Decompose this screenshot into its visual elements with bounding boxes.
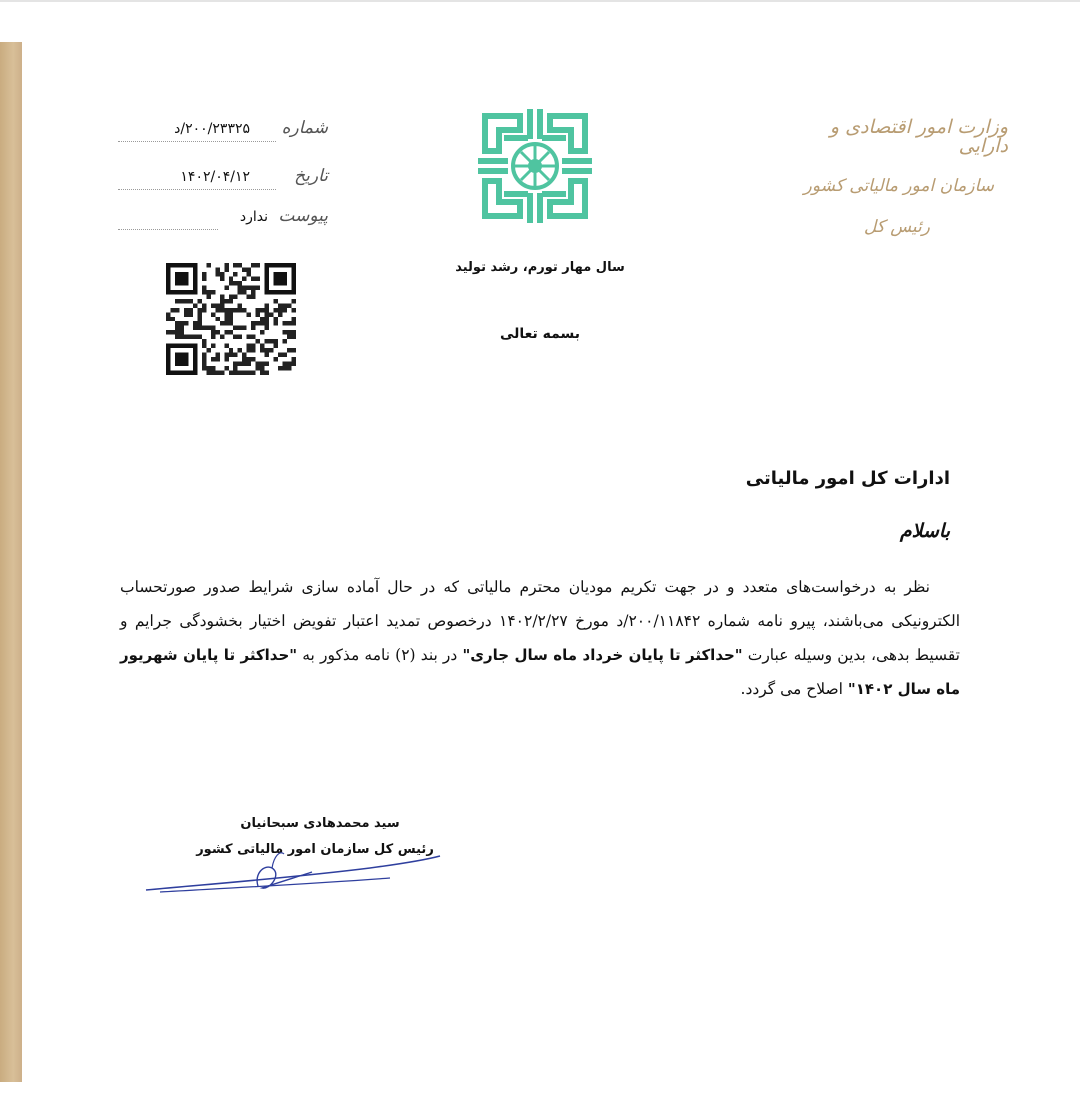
qr-module <box>287 303 291 307</box>
body-part-3: اصلاح می گردد. <box>740 680 843 698</box>
qr-module <box>229 308 233 312</box>
qr-module <box>247 285 251 289</box>
salutation: باسلام <box>899 520 950 542</box>
qr-module <box>274 321 278 325</box>
qr-module <box>224 299 228 303</box>
qr-module <box>211 357 215 361</box>
qr-module <box>211 371 215 375</box>
qr-module <box>238 326 242 330</box>
qr-module <box>206 290 210 294</box>
qr-module <box>238 263 242 267</box>
qr-module <box>229 348 233 352</box>
qr-module <box>211 326 215 330</box>
qr-module <box>175 321 179 325</box>
letter-date-value: ۱۴۰۲/۰۴/۱۲ <box>180 169 250 185</box>
qr-module <box>220 321 224 325</box>
qr-module <box>179 299 183 303</box>
qr-module <box>229 330 233 334</box>
qr-module <box>229 371 233 375</box>
qr-module <box>274 299 278 303</box>
qr-module <box>197 312 201 316</box>
qr-module <box>233 294 237 298</box>
qr-module <box>197 326 201 330</box>
qr-module <box>184 312 188 316</box>
qr-module <box>238 290 242 294</box>
qr-module <box>175 299 179 303</box>
qr-module <box>170 317 174 321</box>
qr-module <box>265 308 269 312</box>
qr-module <box>242 357 246 361</box>
qr-module <box>247 294 251 298</box>
qr-module <box>229 317 233 321</box>
qr-module <box>247 335 251 339</box>
dotted-line <box>118 229 218 230</box>
qr-module <box>220 299 224 303</box>
qr-module <box>233 281 237 285</box>
qr-module <box>202 339 206 343</box>
qr-module <box>287 348 291 352</box>
quoted-phrase-new: "حداکثر تا پایان شهریور ماه سال ۱۴۰۲" <box>120 646 960 698</box>
qr-code-icon <box>166 262 296 376</box>
qr-module <box>242 267 246 271</box>
qr-module <box>170 330 174 334</box>
qr-module <box>274 308 278 312</box>
qr-module <box>238 348 242 352</box>
letter-date-label: تاریخ <box>294 166 328 186</box>
qr-module <box>193 335 197 339</box>
qr-module <box>215 308 219 312</box>
signatory-name: سید محمدهادی سبحانیان <box>240 816 400 831</box>
qr-module <box>238 285 242 289</box>
qr-module <box>233 326 237 330</box>
qr-module <box>269 312 273 316</box>
qr-module <box>220 303 224 307</box>
qr-module <box>292 330 296 334</box>
qr-module <box>224 330 228 334</box>
qr-module <box>206 326 210 330</box>
qr-module <box>251 348 255 352</box>
qr-module <box>238 308 242 312</box>
qr-module <box>215 267 219 271</box>
qr-module <box>287 321 291 325</box>
qr-module <box>215 303 219 307</box>
qr-module <box>247 344 251 348</box>
qr-module <box>233 335 237 339</box>
qr-module <box>251 285 255 289</box>
qr-module <box>242 308 246 312</box>
qr-module <box>202 357 206 361</box>
qr-module <box>224 308 228 312</box>
qr-module <box>256 263 260 267</box>
qr-module <box>292 317 296 321</box>
qr-module <box>220 276 224 280</box>
handwritten-signature <box>140 838 450 908</box>
qr-module <box>269 339 273 343</box>
qr-module <box>256 285 260 289</box>
qr-module <box>283 321 287 325</box>
office-title: رئیس کل <box>863 217 930 237</box>
qr-module <box>283 308 287 312</box>
qr-module <box>256 366 260 370</box>
qr-module <box>202 326 206 330</box>
qr-module <box>197 317 201 321</box>
qr-module <box>274 344 278 348</box>
qr-module <box>211 290 215 294</box>
qr-module <box>278 308 282 312</box>
qr-module <box>292 348 296 352</box>
qr-module <box>193 326 197 330</box>
qr-module <box>260 308 264 312</box>
qr-module <box>247 371 251 375</box>
dotted-line <box>118 189 276 190</box>
qr-module <box>242 276 246 280</box>
qr-module <box>224 285 228 289</box>
qr-module <box>229 294 233 298</box>
qr-module <box>242 371 246 375</box>
qr-module <box>224 317 228 321</box>
qr-module <box>265 303 269 307</box>
qr-module <box>251 371 255 375</box>
qr-module <box>242 353 246 357</box>
qr-module <box>179 330 183 334</box>
qr-module <box>220 272 224 276</box>
qr-module <box>265 362 269 366</box>
qr-module <box>247 362 251 366</box>
qr-module <box>287 330 291 334</box>
qr-module <box>184 335 188 339</box>
qr-module <box>211 366 215 370</box>
qr-module <box>269 348 273 352</box>
qr-module <box>251 326 255 330</box>
qr-module <box>188 335 192 339</box>
qr-module <box>292 362 296 366</box>
qr-module <box>251 357 255 361</box>
qr-module <box>260 371 264 375</box>
qr-module <box>260 362 264 366</box>
qr-module <box>251 276 255 280</box>
qr-module <box>251 263 255 267</box>
qr-module <box>256 312 260 316</box>
letter-body <box>120 570 960 706</box>
qr-module <box>224 321 228 325</box>
qr-module <box>247 272 251 276</box>
page-edge-strip <box>0 42 22 1082</box>
qr-module <box>274 317 278 321</box>
qr-module <box>233 366 237 370</box>
qr-module <box>202 276 206 280</box>
recipient-heading: ادارات کل امور مالیاتی <box>745 468 950 489</box>
qr-module <box>166 312 170 316</box>
body-part-1: نظر به درخواست‌های متعدد و در جهت تکریم مودیان محترم مالیاتی که در حال آماده سازی شرایط صدور صورتحساب الکترونیکی می‌باشند، پیرو نامه شماره ۲۰۰/۱۱۸۴۲/د مورخ ۱۴۰۲/۲/۲۷ درخصوص تمدید اعتبار تفویض اختیار بخشودگی جرایم و تقسیط بدهی، بدین وسیله عبارت <box>120 578 960 664</box>
qr-module <box>292 321 296 325</box>
qr-module <box>202 366 206 370</box>
qr-module <box>184 321 188 325</box>
bismillah-heading: بسمه تعالی <box>499 326 581 342</box>
qr-module <box>233 308 237 312</box>
qr-module <box>229 321 233 325</box>
ministry-letterhead <box>798 118 1008 236</box>
qr-module <box>242 285 246 289</box>
qr-module <box>175 308 179 312</box>
qr-module <box>188 312 192 316</box>
qr-module <box>292 357 296 361</box>
qr-module <box>265 339 269 343</box>
qr-module <box>256 362 260 366</box>
qr-module <box>283 303 287 307</box>
qr-module <box>238 303 242 307</box>
qr-module <box>247 312 251 316</box>
qr-module <box>229 276 233 280</box>
qr-module <box>287 362 291 366</box>
qr-module <box>220 335 224 339</box>
qr-module <box>175 326 179 330</box>
letter-number-row <box>118 118 328 144</box>
qr-module <box>278 353 282 357</box>
qr-module <box>184 308 188 312</box>
qr-module <box>260 344 264 348</box>
qr-module <box>197 299 201 303</box>
qr-module <box>229 353 233 357</box>
qr-module <box>179 326 183 330</box>
qr-module <box>202 303 206 307</box>
qr-module <box>260 330 264 334</box>
qr-module <box>229 299 233 303</box>
qr-module <box>215 357 219 361</box>
qr-module <box>202 285 206 289</box>
qr-module <box>175 335 179 339</box>
qr-module <box>224 267 228 271</box>
qr-module <box>211 303 215 307</box>
qr-module <box>233 371 237 375</box>
qr-module <box>224 344 228 348</box>
qr-module <box>251 321 255 325</box>
qr-module <box>175 330 179 334</box>
qr-module <box>197 321 201 325</box>
qr-module <box>265 371 269 375</box>
qr-module <box>292 335 296 339</box>
qr-module <box>238 281 242 285</box>
attachment-row <box>118 206 328 232</box>
qr-module <box>224 357 228 361</box>
qr-module <box>206 348 210 352</box>
qr-module <box>256 276 260 280</box>
qr-module <box>233 263 237 267</box>
qr-module <box>215 317 219 321</box>
qr-module <box>193 303 197 307</box>
quoted-phrase-old: "حداکثر تا پایان خرداد ماه سال جاری" <box>462 646 743 664</box>
qr-module <box>211 330 215 334</box>
qr-module <box>283 339 287 343</box>
qr-module <box>238 362 242 366</box>
qr-module <box>188 299 192 303</box>
qr-module <box>206 294 210 298</box>
qr-module <box>206 371 210 375</box>
qr-module <box>206 263 210 267</box>
qr-module <box>197 308 201 312</box>
qr-module <box>242 290 246 294</box>
qr-module <box>283 362 287 366</box>
attachment-label: پیوست <box>278 206 328 226</box>
qr-module <box>202 308 206 312</box>
qr-module <box>211 312 215 316</box>
qr-module <box>256 308 260 312</box>
qr-module <box>202 272 206 276</box>
qr-module <box>170 308 174 312</box>
qr-module <box>215 330 219 334</box>
qr-module <box>265 353 269 357</box>
tax-organization-emblem-icon <box>475 106 595 226</box>
qr-module <box>265 348 269 352</box>
ministry-name: وزارت امور اقتصادی و دارایی <box>829 116 1008 157</box>
qr-module <box>188 308 192 312</box>
qr-module <box>238 371 242 375</box>
qr-module <box>287 335 291 339</box>
qr-module <box>202 344 206 348</box>
qr-module <box>265 321 269 325</box>
qr-module <box>206 366 210 370</box>
qr-module <box>179 335 183 339</box>
dotted-line <box>118 141 276 142</box>
qr-module <box>265 317 269 321</box>
qr-module <box>292 299 296 303</box>
qr-module <box>215 371 219 375</box>
qr-module <box>283 330 287 334</box>
qr-module <box>193 321 197 325</box>
qr-module <box>256 339 260 343</box>
qr-module <box>211 335 215 339</box>
qr-module <box>215 272 219 276</box>
body-part-2: در بند (۲) نامه مذکور به <box>302 646 458 664</box>
qr-module <box>166 317 170 321</box>
qr-module <box>287 366 291 370</box>
qr-module <box>202 290 206 294</box>
qr-module <box>247 267 251 271</box>
qr-module <box>197 335 201 339</box>
qr-module <box>274 357 278 361</box>
qr-module <box>278 312 282 316</box>
qr-module <box>292 308 296 312</box>
letter-date-row <box>118 166 328 192</box>
qr-module <box>184 299 188 303</box>
qr-module <box>247 348 251 352</box>
qr-module <box>256 321 260 325</box>
qr-module <box>283 353 287 357</box>
qr-module <box>278 303 282 307</box>
qr-module <box>229 312 233 316</box>
qr-module <box>220 371 224 375</box>
qr-module <box>224 366 228 370</box>
qr-module <box>224 353 228 357</box>
qr-module <box>220 294 224 298</box>
qr-module <box>202 362 206 366</box>
qr-module <box>242 362 246 366</box>
qr-module <box>220 308 224 312</box>
qr-module <box>233 362 237 366</box>
qr-module <box>215 353 219 357</box>
qr-module <box>242 326 246 330</box>
qr-module <box>233 353 237 357</box>
qr-module <box>211 344 215 348</box>
qr-module <box>260 348 264 352</box>
top-border <box>0 0 1080 2</box>
letter-number-label: شماره <box>281 118 328 138</box>
year-motto: سال مهار تورم، رشد تولید <box>455 260 625 275</box>
qr-module <box>260 366 264 370</box>
qr-module <box>251 344 255 348</box>
qr-module <box>265 326 269 330</box>
qr-module <box>224 312 228 316</box>
qr-module <box>260 317 264 321</box>
qr-module <box>251 290 255 294</box>
qr-module <box>251 294 255 298</box>
signatory-title: رئیس کل سازمان امور مالیاتی کشور <box>196 842 434 857</box>
organization-name: سازمان امور مالیاتی کشور <box>803 176 994 196</box>
qr-module <box>265 312 269 316</box>
qr-module <box>278 366 282 370</box>
qr-module <box>247 357 251 361</box>
attachment-value: ندارد <box>239 209 268 225</box>
qr-module <box>283 366 287 370</box>
qr-module <box>238 335 242 339</box>
qr-module <box>224 263 228 267</box>
qr-module <box>260 321 264 325</box>
qr-module <box>229 281 233 285</box>
qr-module <box>233 272 237 276</box>
qr-module <box>251 335 255 339</box>
qr-module <box>166 330 170 334</box>
qr-module <box>274 339 278 343</box>
letter-number-value: ۲۰۰/۲۳۳۲۵/د <box>174 121 250 137</box>
qr-module <box>179 321 183 325</box>
qr-module <box>202 353 206 357</box>
